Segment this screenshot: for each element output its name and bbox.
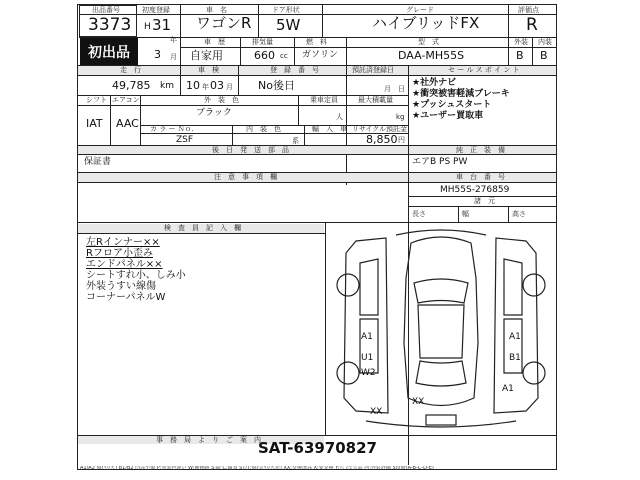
divider bbox=[232, 125, 233, 145]
roof-outline bbox=[418, 305, 464, 358]
inspector-note: 左Rインナー×× bbox=[86, 237, 160, 248]
inspection-month: 03 bbox=[210, 79, 224, 92]
color-number-label: カ ラ ー Ｎｏ. bbox=[150, 125, 194, 133]
selling-point: ★社外ナビ bbox=[412, 78, 457, 88]
cc-unit: cc bbox=[280, 52, 288, 60]
year-unit: 年 bbox=[170, 36, 177, 44]
damage-mark: A1 bbox=[502, 384, 514, 394]
recycle-fee-label: リサイクル預託金 bbox=[352, 125, 408, 133]
height-label: 高さ bbox=[512, 210, 526, 218]
mileage-label: 走 行 bbox=[120, 66, 141, 74]
rear-plate bbox=[426, 415, 456, 425]
divider bbox=[77, 233, 325, 234]
inspector-note: エンドパネル×× bbox=[86, 259, 163, 270]
divider bbox=[77, 154, 408, 155]
max-load-label: 最大積載量 bbox=[358, 96, 393, 104]
door-type: 5W bbox=[276, 16, 301, 34]
dims-label: 諸 元 bbox=[474, 197, 495, 205]
displacement: 660 bbox=[254, 49, 275, 62]
warranty-item: 保証書 bbox=[84, 157, 112, 167]
damage-mark: B1 bbox=[509, 353, 521, 363]
selling-point: ★プッシュスタート bbox=[412, 100, 492, 110]
day-char: 日 bbox=[398, 85, 405, 93]
right-front-wheel bbox=[523, 274, 545, 296]
divider bbox=[77, 182, 408, 183]
shift-label: シフト bbox=[86, 96, 107, 104]
recycle-fee: 8,850 bbox=[366, 133, 398, 146]
fuel: ガソリン bbox=[302, 50, 339, 60]
displacement-label: 排気量 bbox=[252, 38, 273, 46]
month-unit: 月 bbox=[170, 53, 177, 61]
divider bbox=[110, 95, 111, 145]
divider bbox=[304, 125, 305, 145]
divider bbox=[346, 37, 347, 65]
inspector-notes-list bbox=[86, 237, 186, 303]
damage-mark: A1 bbox=[509, 332, 521, 342]
registration-number: No後日 bbox=[258, 79, 295, 92]
era: H bbox=[144, 22, 151, 32]
damage-legend: A1/A2 傷(小/大) B1/B2 凹み小傷 P:塗装色違い W:補修跡 S:錆 C:腐食 ST/T:飛石(小/大)凹 XX:交換済み X:要交換 Y:穴 凸:欠品 内:外装評価 5段階(A-B-C-D-E) bbox=[80, 466, 434, 471]
divider bbox=[140, 133, 408, 134]
right-rear-wheel bbox=[523, 362, 545, 384]
rear-bumper bbox=[366, 421, 516, 427]
divider bbox=[258, 5, 259, 37]
load-unit: kg bbox=[396, 113, 405, 121]
recycle-date-label: 預託済登録日 bbox=[352, 66, 394, 74]
width-label: 幅 bbox=[462, 210, 469, 218]
capacity-label: 乗車定員 bbox=[310, 96, 338, 104]
left-window bbox=[360, 259, 378, 315]
left-window bbox=[360, 319, 378, 373]
damage-mark: U1 bbox=[361, 353, 374, 363]
divider bbox=[180, 65, 181, 95]
right-window bbox=[504, 259, 522, 315]
divider bbox=[79, 14, 556, 15]
car-name: ワゴンR bbox=[196, 14, 252, 32]
inspector-note: コーナーパネルW bbox=[86, 292, 166, 303]
interior-score-label: 内装 bbox=[538, 38, 552, 46]
divider bbox=[140, 105, 408, 106]
use-type: 自家用 bbox=[190, 49, 223, 62]
mileage: 49,785 bbox=[112, 79, 151, 92]
divider bbox=[238, 65, 239, 95]
selling-point: ★ユーザー買取車 bbox=[412, 111, 484, 121]
registration-label: 登 録 番 号 bbox=[270, 66, 319, 74]
selling-points-list bbox=[412, 78, 510, 122]
divider bbox=[322, 5, 323, 37]
divider bbox=[508, 206, 509, 222]
ac-label: エアコン bbox=[112, 96, 140, 104]
left-rear-wheel bbox=[337, 362, 359, 384]
exterior-score: B bbox=[516, 49, 524, 62]
inspector-note: シートすれ小、しみ小 bbox=[86, 270, 186, 281]
first-registration-label: 初度登録 bbox=[142, 6, 170, 14]
selling-points-label: セ ー ル ス ポ イ ン ト bbox=[448, 66, 520, 74]
divider bbox=[77, 75, 557, 76]
damage-mark: A1 bbox=[361, 332, 373, 342]
selling-point: ★衝突被害軽減ブレーキ bbox=[412, 89, 510, 99]
chassis-label: 車 台 番 号 bbox=[456, 173, 505, 181]
inspection-year-unit: 年 bbox=[202, 83, 209, 91]
divider bbox=[180, 47, 556, 48]
grade-label: グレード bbox=[406, 6, 434, 14]
inspection-year: 10 bbox=[186, 79, 200, 92]
score-label: 評価点 bbox=[518, 6, 539, 14]
kei-char: 系 bbox=[292, 137, 299, 145]
divider bbox=[240, 37, 241, 65]
divider bbox=[408, 154, 557, 155]
import-label: 輸 入 車 bbox=[312, 125, 347, 133]
damage-mark: XX bbox=[370, 407, 383, 417]
lot-number-label: 出品番号 bbox=[92, 6, 120, 14]
color-label: 外 装 色 bbox=[204, 96, 239, 104]
inspector-note: Rフロア小歪み bbox=[86, 248, 153, 259]
month-char: 月 bbox=[384, 85, 391, 93]
car-name-label: 車 名 bbox=[206, 6, 227, 14]
reg-month: 3 bbox=[154, 48, 161, 61]
front-bumper bbox=[396, 230, 486, 235]
damage-mark: XX bbox=[412, 397, 425, 407]
length-label: 長さ bbox=[412, 210, 426, 218]
km-unit: km bbox=[160, 81, 174, 91]
inspection-month-unit: 月 bbox=[226, 83, 233, 91]
exterior-color: ブラック bbox=[196, 108, 232, 118]
right-window bbox=[504, 319, 522, 373]
shift-type: IAT bbox=[86, 117, 103, 130]
car-body-outline bbox=[404, 237, 478, 406]
left-front-wheel bbox=[337, 274, 359, 296]
inspector-note: 外装うすい線傷 bbox=[86, 281, 156, 292]
divider bbox=[298, 95, 299, 125]
rear-window bbox=[416, 361, 466, 386]
divider bbox=[532, 37, 533, 65]
color-number: ZSF bbox=[176, 135, 194, 145]
first-time-badge: 初出品 bbox=[80, 38, 138, 65]
model-label: 型 式 bbox=[418, 38, 439, 46]
divider bbox=[294, 37, 295, 65]
inspector-notes-label: 検 査 員 記 入 欄 bbox=[164, 224, 241, 232]
office-notice-label: 事 務 局 よ り ご 案 内 bbox=[156, 436, 261, 444]
yen-unit: 円 bbox=[398, 136, 405, 144]
after-parts-label: 後 日 発 送 部 品 bbox=[212, 146, 289, 154]
reg-year: 31 bbox=[152, 16, 172, 34]
auction-score: R bbox=[526, 15, 538, 35]
right-side-outline bbox=[494, 238, 538, 413]
door-label: ドア形状 bbox=[272, 6, 300, 14]
capacity-unit: 人 bbox=[336, 113, 343, 121]
divider bbox=[408, 182, 557, 183]
inspection-label: 車 検 bbox=[198, 66, 219, 74]
interior-score: B bbox=[540, 49, 548, 62]
model-code: DAA-MH55S bbox=[398, 49, 465, 62]
divider bbox=[408, 206, 557, 207]
lot-number: 3373 bbox=[88, 15, 132, 35]
divider bbox=[77, 105, 140, 106]
interior-color-label: 内 装 色 bbox=[246, 125, 281, 133]
car-damage-diagram bbox=[326, 223, 556, 435]
divider bbox=[140, 95, 141, 145]
damage-mark: W2 bbox=[361, 368, 376, 378]
ac-type: AAC bbox=[116, 117, 139, 130]
left-side-outline bbox=[344, 238, 388, 413]
std-equipment-label: 純 正 装 備 bbox=[456, 146, 505, 154]
use-type-label: 車 歴 bbox=[204, 38, 225, 46]
divider bbox=[458, 206, 459, 222]
notes-label: 注 意 事 項 欄 bbox=[214, 173, 277, 181]
grade: ハイブリッドFX bbox=[372, 14, 480, 32]
sat-code: SAT-63970827 bbox=[258, 439, 377, 457]
chassis-number: MH55S-276859 bbox=[440, 185, 510, 195]
exterior-score-label: 外装 bbox=[514, 38, 528, 46]
front-windshield bbox=[414, 279, 468, 303]
fuel-label: 燃 料 bbox=[306, 38, 327, 46]
std-equipment: エアB PS PW bbox=[412, 157, 468, 167]
